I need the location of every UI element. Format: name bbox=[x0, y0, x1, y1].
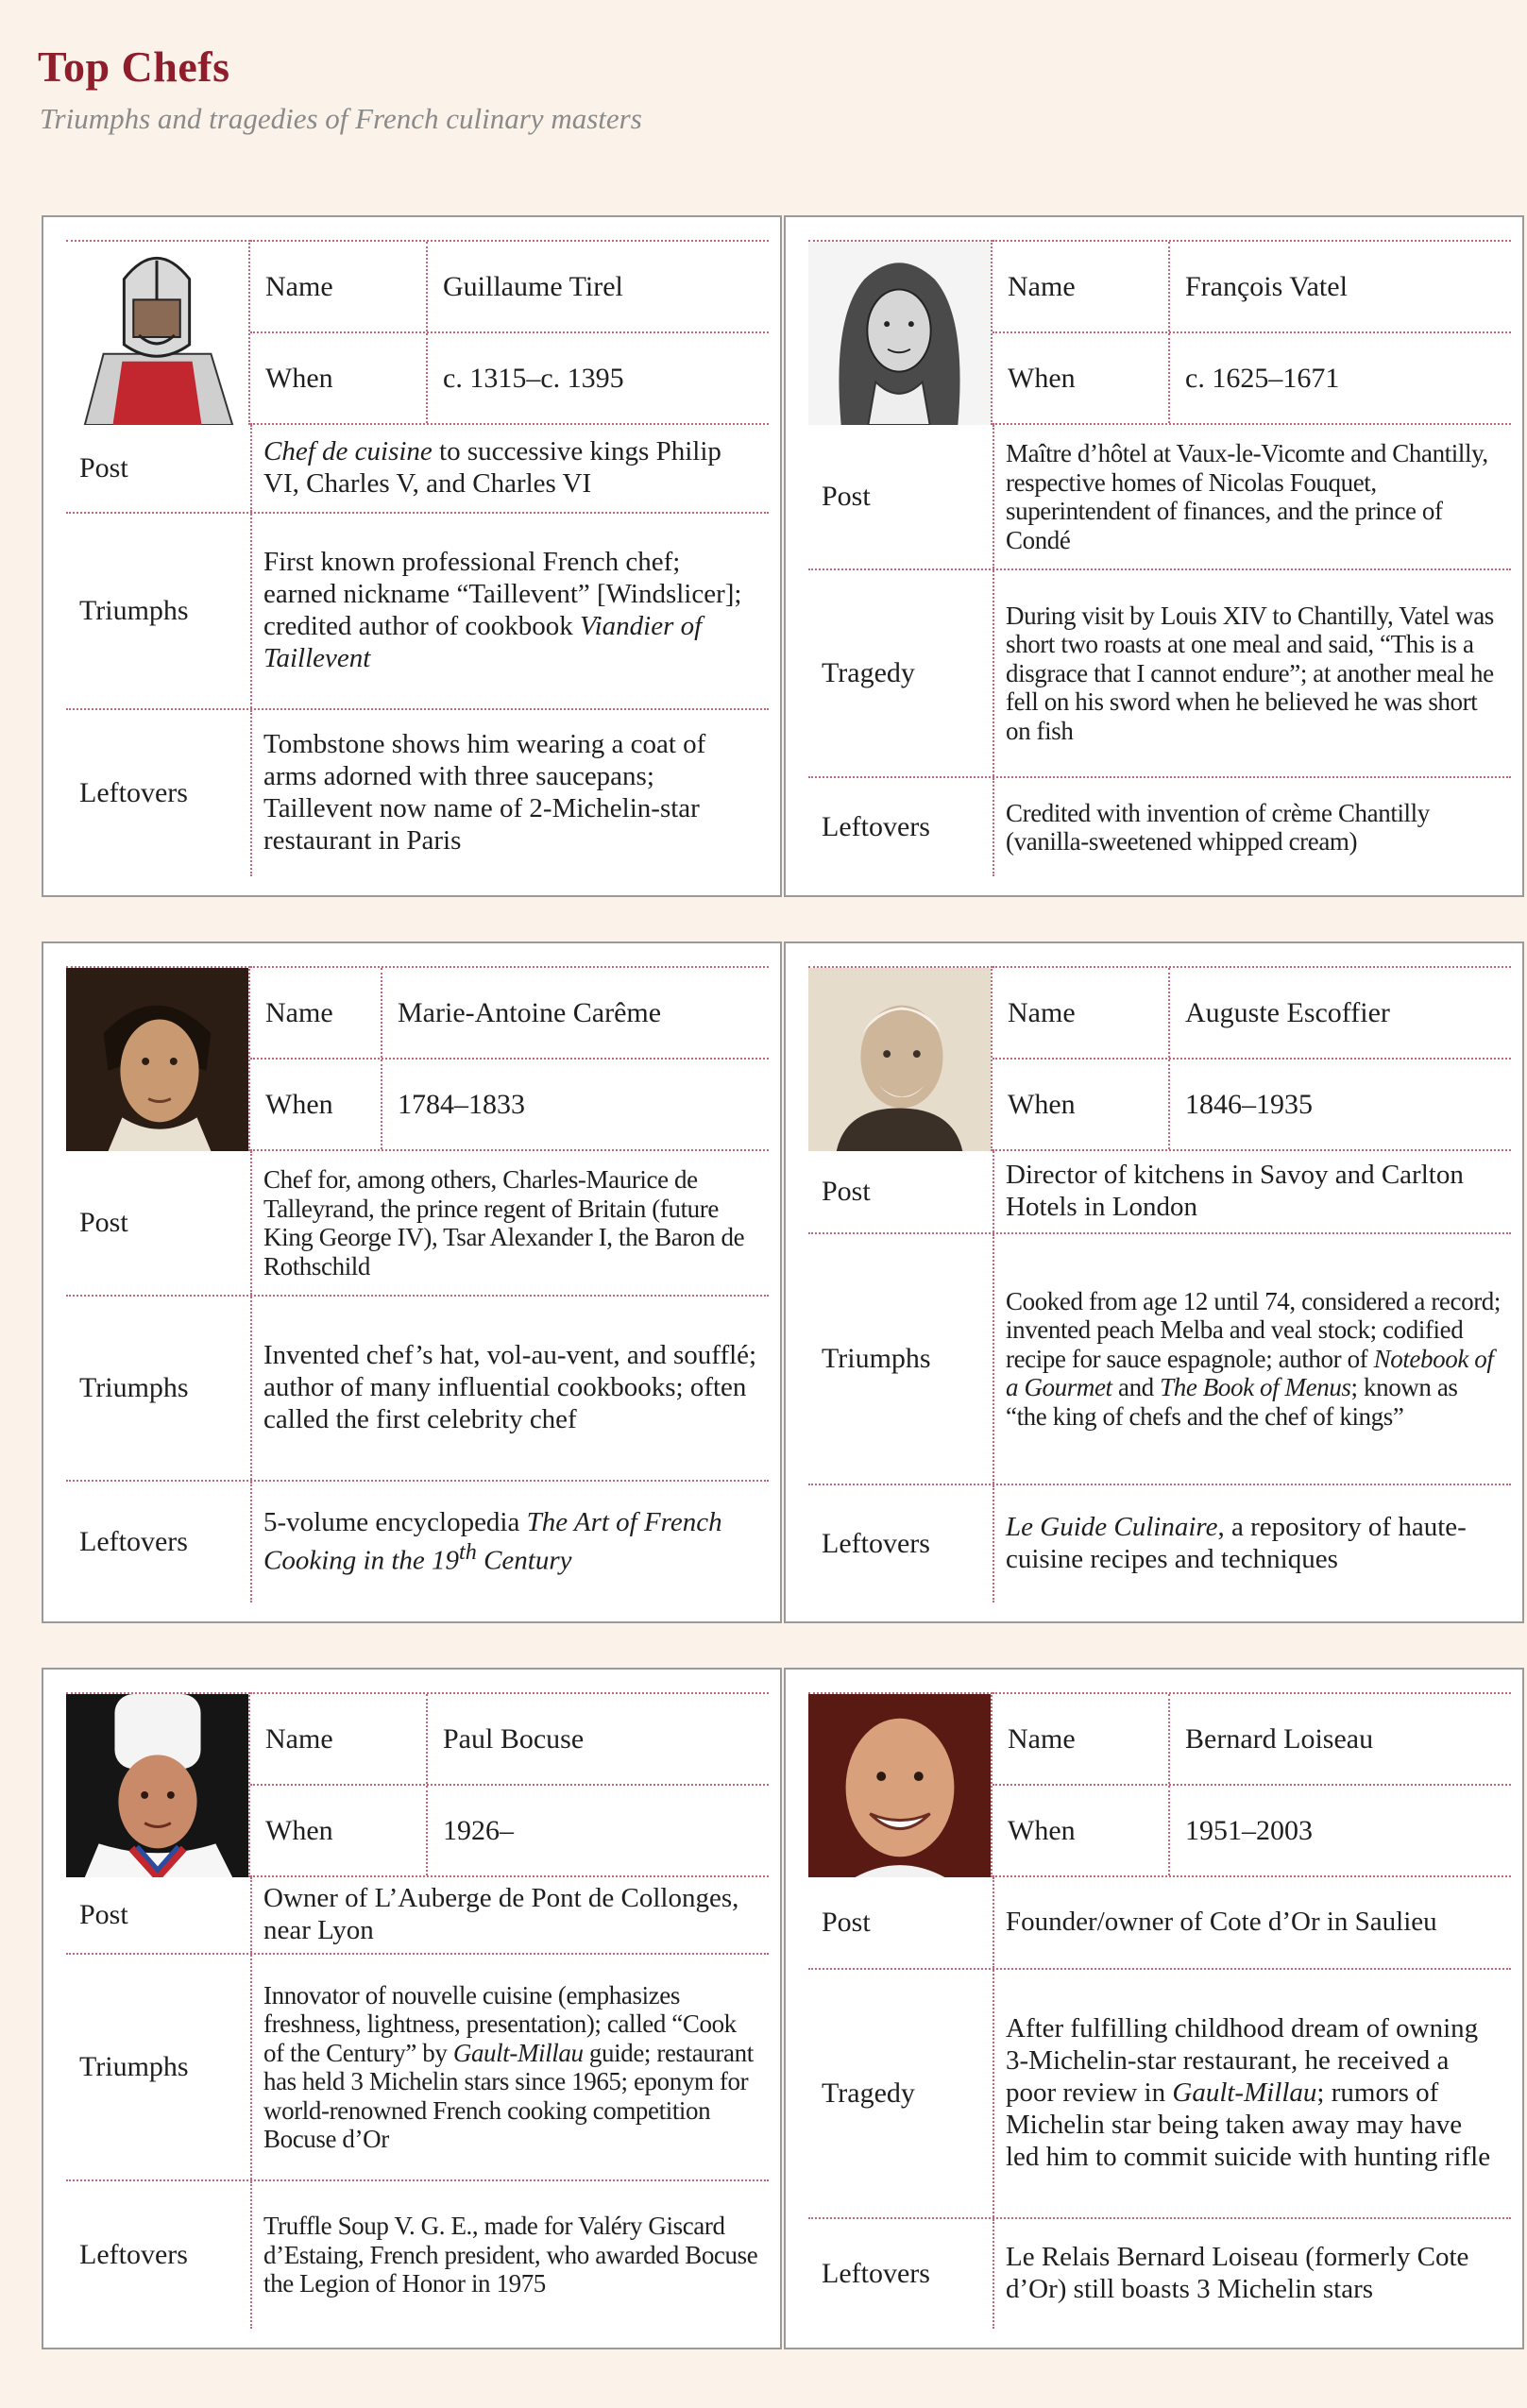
post-text: Chef for, among others, Charles-Maurice de Talleyrand, the prince regent of Britain (future King George IV), Tsar Alexander I, the Baron de Rothschild bbox=[250, 1151, 769, 1295]
smiling-portrait-icon bbox=[808, 1692, 993, 1877]
post-label: Post bbox=[79, 452, 128, 483]
chef-dates: 1926– bbox=[426, 1786, 514, 1875]
leftovers-label: Leftovers bbox=[79, 2239, 188, 2270]
chef-name: François Vatel bbox=[1168, 242, 1348, 331]
triumphs-label: Triumphs bbox=[79, 1372, 189, 1403]
triumphs-text: Cooked from age 12 until 74, considered a record; invented peach Melba and veal stock; codified recipe for sauce espagnole; author of Notebook of a Gourmet and The Book of Menus; known as “the king of chefs and the chef of kings” bbox=[993, 1234, 1511, 1484]
post-text: Chef de cuisine to successive kings Philip VI, Charles V, and Charles VI bbox=[250, 425, 769, 512]
name-label: Name bbox=[1008, 270, 1076, 302]
when-label: When bbox=[1008, 1814, 1076, 1846]
tragedy-text: After fulfilling childhood dream of owning 3-Michelin-star restaurant, he received a poor review in Gault-Millau; rumors of Michelin star being taken away may have led him to commit suicide with hunting rifle bbox=[993, 1970, 1511, 2217]
leftovers-text: Tombstone shows him wearing a coat of arms adorned with three saucepans; Taillevent now name of 2-Michelin-star restaurant in Paris bbox=[250, 710, 769, 876]
painted-portrait-icon bbox=[66, 966, 250, 1151]
chef-card-tirel bbox=[42, 215, 782, 897]
chef-dates: 1784–1833 bbox=[381, 1060, 525, 1149]
name-label: Name bbox=[1008, 996, 1076, 1028]
name-label: Name bbox=[265, 1722, 333, 1755]
chef-name: Auguste Escoffier bbox=[1168, 968, 1390, 1058]
chef-name: Marie-Antoine Carême bbox=[381, 968, 661, 1058]
chef-dates: c. 1625–1671 bbox=[1168, 333, 1339, 423]
name-label: Name bbox=[265, 996, 333, 1028]
tragedy-label: Tragedy bbox=[822, 2077, 915, 2109]
tragedy-label: Tragedy bbox=[822, 657, 915, 688]
page-subtitle: Triumphs and tragedies of French culinary masters bbox=[40, 102, 642, 135]
leftovers-text: Le Guide Culinaire, a repository of haute-cuisine recipes and techniques bbox=[993, 1485, 1511, 1603]
leftovers-label: Leftovers bbox=[79, 1526, 188, 1557]
chef-name: Paul Bocuse bbox=[426, 1694, 584, 1784]
leftovers-label: Leftovers bbox=[79, 777, 188, 808]
tragedy-text: During visit by Louis XIV to Chantilly, Vatel was short two roasts at one meal and said, “This is a disgrace that I cannot endure”; at another meal he fell on his sword when he believed he was short on fish bbox=[993, 570, 1511, 776]
knight-portrait-icon bbox=[66, 240, 250, 425]
post-label: Post bbox=[79, 1207, 128, 1238]
triumphs-text: First known professional French chef; earned nickname “Taillevent” [Windslicer]; credited author of cookbook Viandier of Taillevent bbox=[250, 514, 769, 708]
when-label: When bbox=[1008, 1088, 1076, 1120]
when-label: When bbox=[1008, 362, 1076, 394]
chef-card-escoffier bbox=[784, 941, 1524, 1623]
chef-name: Bernard Loiseau bbox=[1168, 1694, 1373, 1784]
post-text: Director of kitchens in Savoy and Carlton Hotels in London bbox=[993, 1151, 1511, 1232]
leftovers-text: Le Relais Bernard Loiseau (formerly Cote d’Or) still boasts 3 Michelin stars bbox=[993, 2219, 1511, 2329]
post-text: Maître d’hôtel at Vaux-le-Vicomte and Chantilly, respective homes of Nicolas Fouquet, superintendent of finances, and the prince of Condé bbox=[993, 425, 1511, 568]
sepia-portrait-icon bbox=[808, 966, 993, 1151]
triumphs-label: Triumphs bbox=[79, 595, 189, 626]
leftovers-text: Truffle Soup V. G. E., made for Valéry Giscard d’Estaing, French president, who awarded Bocuse the Legion of Honor in 1975 bbox=[250, 2181, 769, 2329]
chef-card-bocuse bbox=[42, 1668, 782, 2349]
post-text: Owner of L’Auberge de Pont de Collonges, near Lyon bbox=[250, 1877, 769, 1953]
post-label: Post bbox=[822, 1907, 871, 1938]
post-label: Post bbox=[822, 1176, 871, 1207]
leftovers-label: Leftovers bbox=[822, 811, 930, 842]
page-title: Top Chefs bbox=[38, 42, 230, 91]
when-label: When bbox=[265, 362, 333, 394]
when-label: When bbox=[265, 1088, 333, 1120]
post-label: Post bbox=[79, 1899, 128, 1930]
when-label: When bbox=[265, 1814, 333, 1846]
leftovers-text: 5-volume encyclopedia The Art of French Cooking in the 19th Century bbox=[250, 1482, 769, 1603]
chef-card-vatel bbox=[784, 215, 1524, 897]
triumphs-label: Triumphs bbox=[822, 1343, 931, 1374]
name-label: Name bbox=[1008, 1722, 1076, 1755]
chef-name: Guillaume Tirel bbox=[426, 242, 623, 331]
leftovers-label: Leftovers bbox=[822, 1528, 930, 1559]
name-label: Name bbox=[265, 270, 333, 302]
post-text: Founder/owner of Cote d’Or in Saulieu bbox=[993, 1877, 1511, 1968]
triumphs-text: Invented chef’s hat, vol-au-vent, and soufflé; author of many influential cookbooks; often called the first celebrity chef bbox=[250, 1297, 769, 1480]
chef-card-careme bbox=[42, 941, 782, 1623]
leftovers-label: Leftovers bbox=[822, 2258, 930, 2289]
chef-card-loiseau bbox=[784, 1668, 1524, 2349]
triumphs-label: Triumphs bbox=[79, 2051, 189, 2082]
post-label: Post bbox=[822, 481, 871, 512]
leftovers-text: Credited with invention of crème Chantilly (vanilla-sweetened whipped cream) bbox=[993, 778, 1511, 876]
triumphs-text: Innovator of nouvelle cuisine (emphasizes freshness, lightness, presentation); called “Cook of the Century” by Gault-Millau guide; restaurant has held 3 Michelin stars since 1965; eponym for world-renowned French cooking competition Bocuse d’Or bbox=[250, 1955, 769, 2179]
chef-dates: 1846–1935 bbox=[1168, 1060, 1313, 1149]
chef-dates: 1951–2003 bbox=[1168, 1786, 1313, 1875]
engraved-portrait-icon bbox=[808, 240, 993, 425]
chef-hat-portrait-icon bbox=[66, 1692, 250, 1877]
chef-dates: c. 1315–c. 1395 bbox=[426, 333, 624, 423]
